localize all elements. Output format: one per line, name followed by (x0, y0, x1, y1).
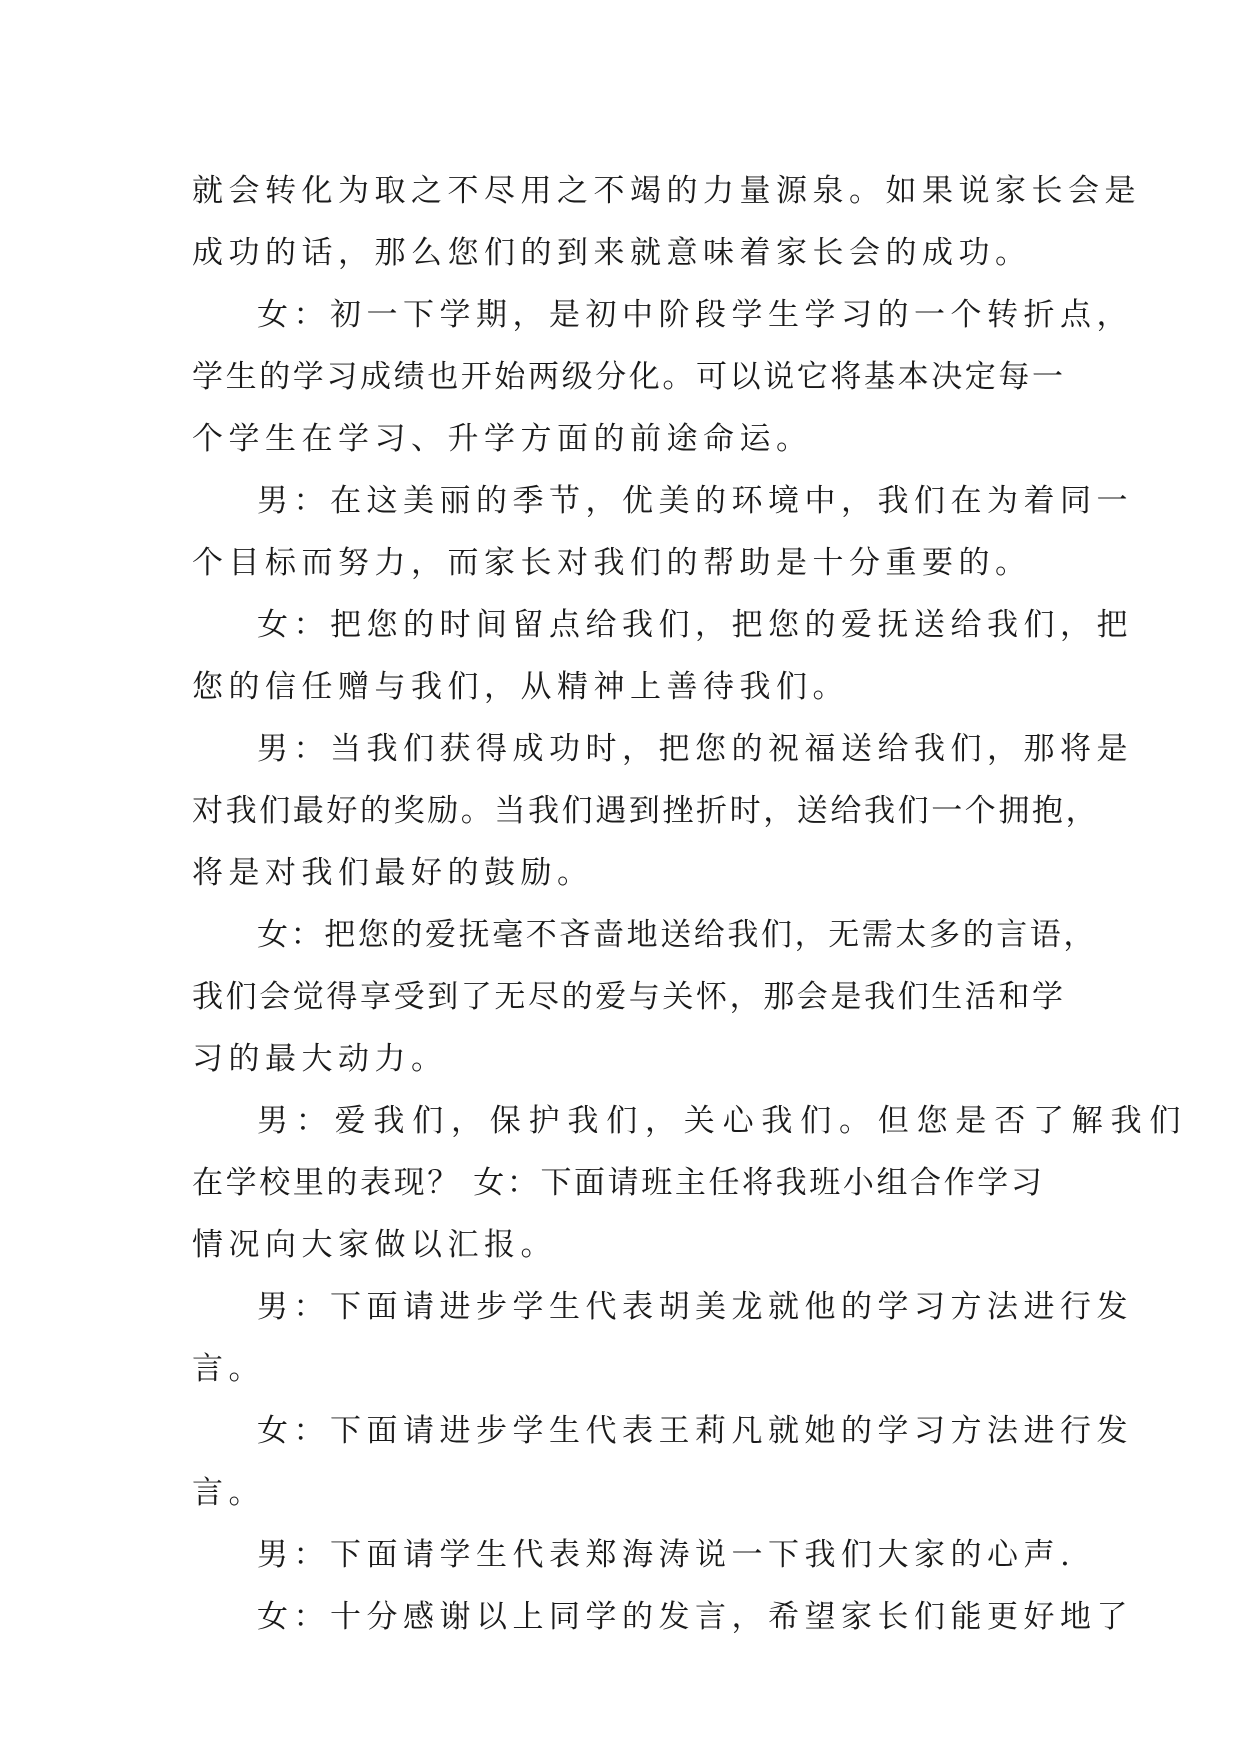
text-line: 我们会觉得享受到了无尽的爱与关怀，那会是我们生活和学 (192, 979, 1066, 1015)
text-line: 男：在这美丽的季节，优美的环境中，我们在为着同一 (257, 483, 1133, 519)
text-line: 对我们最好的奖励。当我们遇到挫折时，送给我们一个拥抱， (192, 793, 1100, 829)
text-line: 女：下面请进步学生代表王莉凡就她的学习方法进行发 (257, 1413, 1133, 1449)
text-line: 在学校里的表现？ 女：下面请班主任将我班小组合作学习 (192, 1165, 1045, 1201)
text-line: 将是对我们最好的鼓励。 (192, 855, 594, 891)
text-line: 男：下面请学生代表郑海涛说一下我们大家的心声. (257, 1537, 1076, 1573)
text-line: 学生的学习成绩也开始两级分化。可以说它将基本决定每一 (192, 359, 1066, 395)
text-line: 习的最大动力。 (192, 1041, 448, 1077)
text-line: 情况向大家做以汇报。 (192, 1227, 557, 1263)
text-line: 男：爱我们，保护我们，关心我们。但您是否了解我们 (257, 1103, 1189, 1139)
text-line: 个学生在学习、升学方面的前途命运。 (192, 421, 813, 457)
text-line: 女：初一下学期，是初中阶段学生学习的一个转折点， (257, 297, 1133, 333)
text-line: 就会转化为取之不尽用之不竭的力量源泉。如果说家长会是 (192, 173, 1141, 209)
text-line: 女：把您的爱抚毫不吝啬地送给我们，无需太多的言语， (257, 917, 1097, 953)
text-line: 女：把您的时间留点给我们，把您的爱抚送给我们，把 (257, 607, 1133, 643)
text-line: 您的信任赠与我们，从精神上善待我们。 (192, 669, 849, 705)
text-line: 成功的话，那么您们的到来就意味着家长会的成功。 (192, 235, 1032, 271)
document-body (192, 160, 1189, 1648)
text-line: 女：十分感谢以上同学的发言，希望家长们能更好地了 (257, 1599, 1133, 1635)
text-line: 个目标而努力，而家长对我们的帮助是十分重要的。 (192, 545, 1032, 581)
text-line: 男：当我们获得成功时，把您的祝福送给我们，那将是 (257, 731, 1133, 767)
text-line: 言。 (192, 1475, 265, 1511)
text-line: 言。 (192, 1351, 265, 1387)
text-line: 男：下面请进步学生代表胡美龙就他的学习方法进行发 (257, 1289, 1133, 1325)
